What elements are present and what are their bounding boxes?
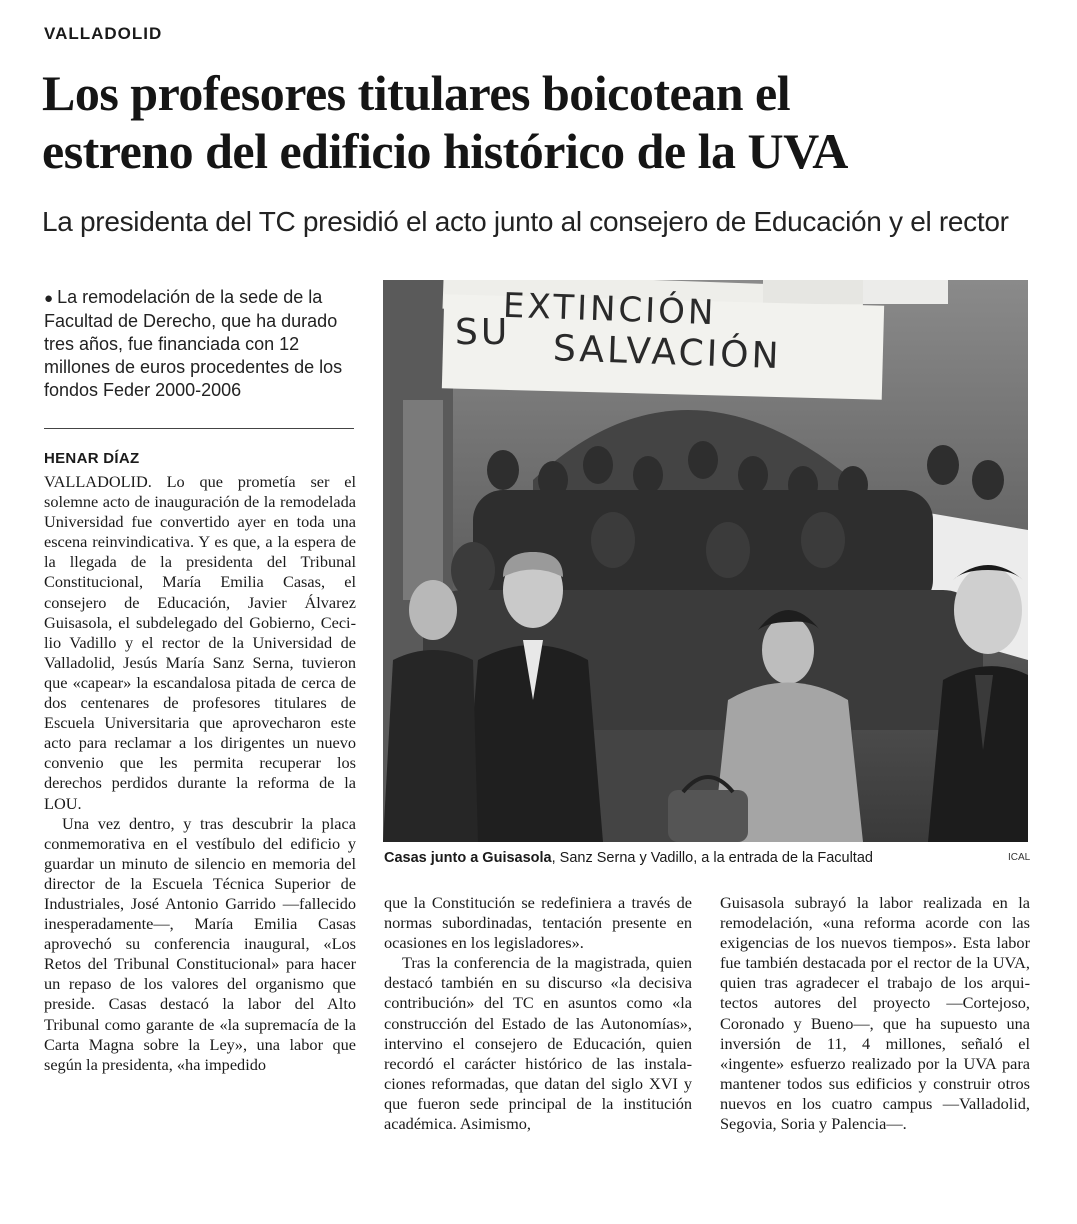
photo-caption xyxy=(384,848,1029,868)
body-column-3 xyxy=(720,893,1030,1134)
section-label: VALLADOLID xyxy=(44,24,163,43)
banner-text-3: SALVACIÓN xyxy=(552,328,783,378)
byline: HENAR DÍAZ xyxy=(44,450,140,467)
paragraph: Una vez dentro, y tras descubrir la placa conmemorativa en el vestíbulo del edificio y guardar un minuto de silencio en memoria del director de la Escuela Técnica Superior de Industriales, José Antonio Garrido —fallecido inesperadamente—, María Emilia Casas aprovechó su conferencia inaugural, «Los Retos del Tribunal Constitucional» para hacer un repaso de los valores del organismo que preside. Casas destacó la labor del Alto Tribunal como garante de «la supremacía de la Carta Magna sobre la Ley», una labor que según la presidenta, «ha impedido xyxy=(44,813,356,1074)
caption-text: , Sanz Serna y Vadillo, a la entrada de la Facultad xyxy=(551,850,873,866)
caption-bold: Casas junto a Guisasola xyxy=(384,850,552,866)
headline-line-1: Los profesores titulares boicotean el xyxy=(42,65,791,121)
summary-box xyxy=(44,286,356,402)
paragraph: Guisasola subrayó la labor realizada en la remodelación, «una reforma acorde con las exigencias de los nuevos tiempos». Esta labor fue también destacada por el rector de la UVA, quien tras agradecer el trabajo de los arquitectos autores del proyecto —Cortejoso, Coronado y Bueno—, que ha supuesto una inversión de 11, 4 millones, señaló el «ingente» esfuerzo realizado por la UVA para mantener todos sus edificios y construir otros nuevos en los cuatro campus —Valladolid, Segovia, Soria y Palencia—. xyxy=(720,893,1030,1134)
headline-line-2: estreno del edificio histórico de la UVA xyxy=(42,123,848,179)
news-photo xyxy=(383,280,1028,842)
banner-text-1: EXTINCIÓN xyxy=(502,285,717,334)
banner-text-2: SU xyxy=(455,312,511,353)
summary-text: La remodelación de la sede de la Facultad de Derecho, que ha durado tres años, fue financiada con 12 millones de euros procedentes de los fondos Feder 2000-2006 xyxy=(44,287,343,400)
photo-illustration xyxy=(383,280,1028,842)
body-column-1 xyxy=(44,472,356,1075)
body-column-2 xyxy=(384,893,692,1134)
protest-banner xyxy=(442,280,948,400)
bullet-icon: ● xyxy=(44,290,54,307)
photo-credit: ICAL xyxy=(1008,852,1031,863)
paragraph: Tras la conferencia de la magistrada, quien destacó también en su discurso «la decisiva contribución» del TC en asuntos como «la construcción del Estado de las Autonomías», intervino el consejero de Educación, quien recordó el carácter histórico de las instalaciones reformadas, que datan del siglo XVI y que fueron sede principal de la institución académica. Asimismo, xyxy=(384,953,692,1134)
paragraph: VALLADOLID. Lo que prometía ser el solemne acto de inauguración de la remodelada Universidad fue convertido ayer en toda una escena reinvindicativa. Y es que, a la espera de la llegada de la presidenta del Tribunal Constitucional, María Emilia Casas, el consejero de Educación, Javier Álvarez Guisasola, el subdelegado del Gobierno, Cecilio Vadillo y el rector de la Universidad de Valladolid, Jesús María Sanz Serna, tuvieron que «capear» la escandalosa pitada de cerca de dos centenares de profesores titulares de Escuela Universitaria que aprovecharon este acto para reclamar a los dirigentes un nuevo convenio que les permita recuperar los derechos perdidos durante la reforma de la LOU. xyxy=(44,472,356,813)
subheadline: La presidenta del TC presidió el acto junto al consejero de Educación y el rector xyxy=(42,206,1009,237)
headline xyxy=(42,64,1052,180)
paragraph: que la Constitución se redefiniera a través de normas subordinadas, tentación presente en ocasiones en los legisladores». xyxy=(384,893,692,953)
divider xyxy=(44,428,354,429)
